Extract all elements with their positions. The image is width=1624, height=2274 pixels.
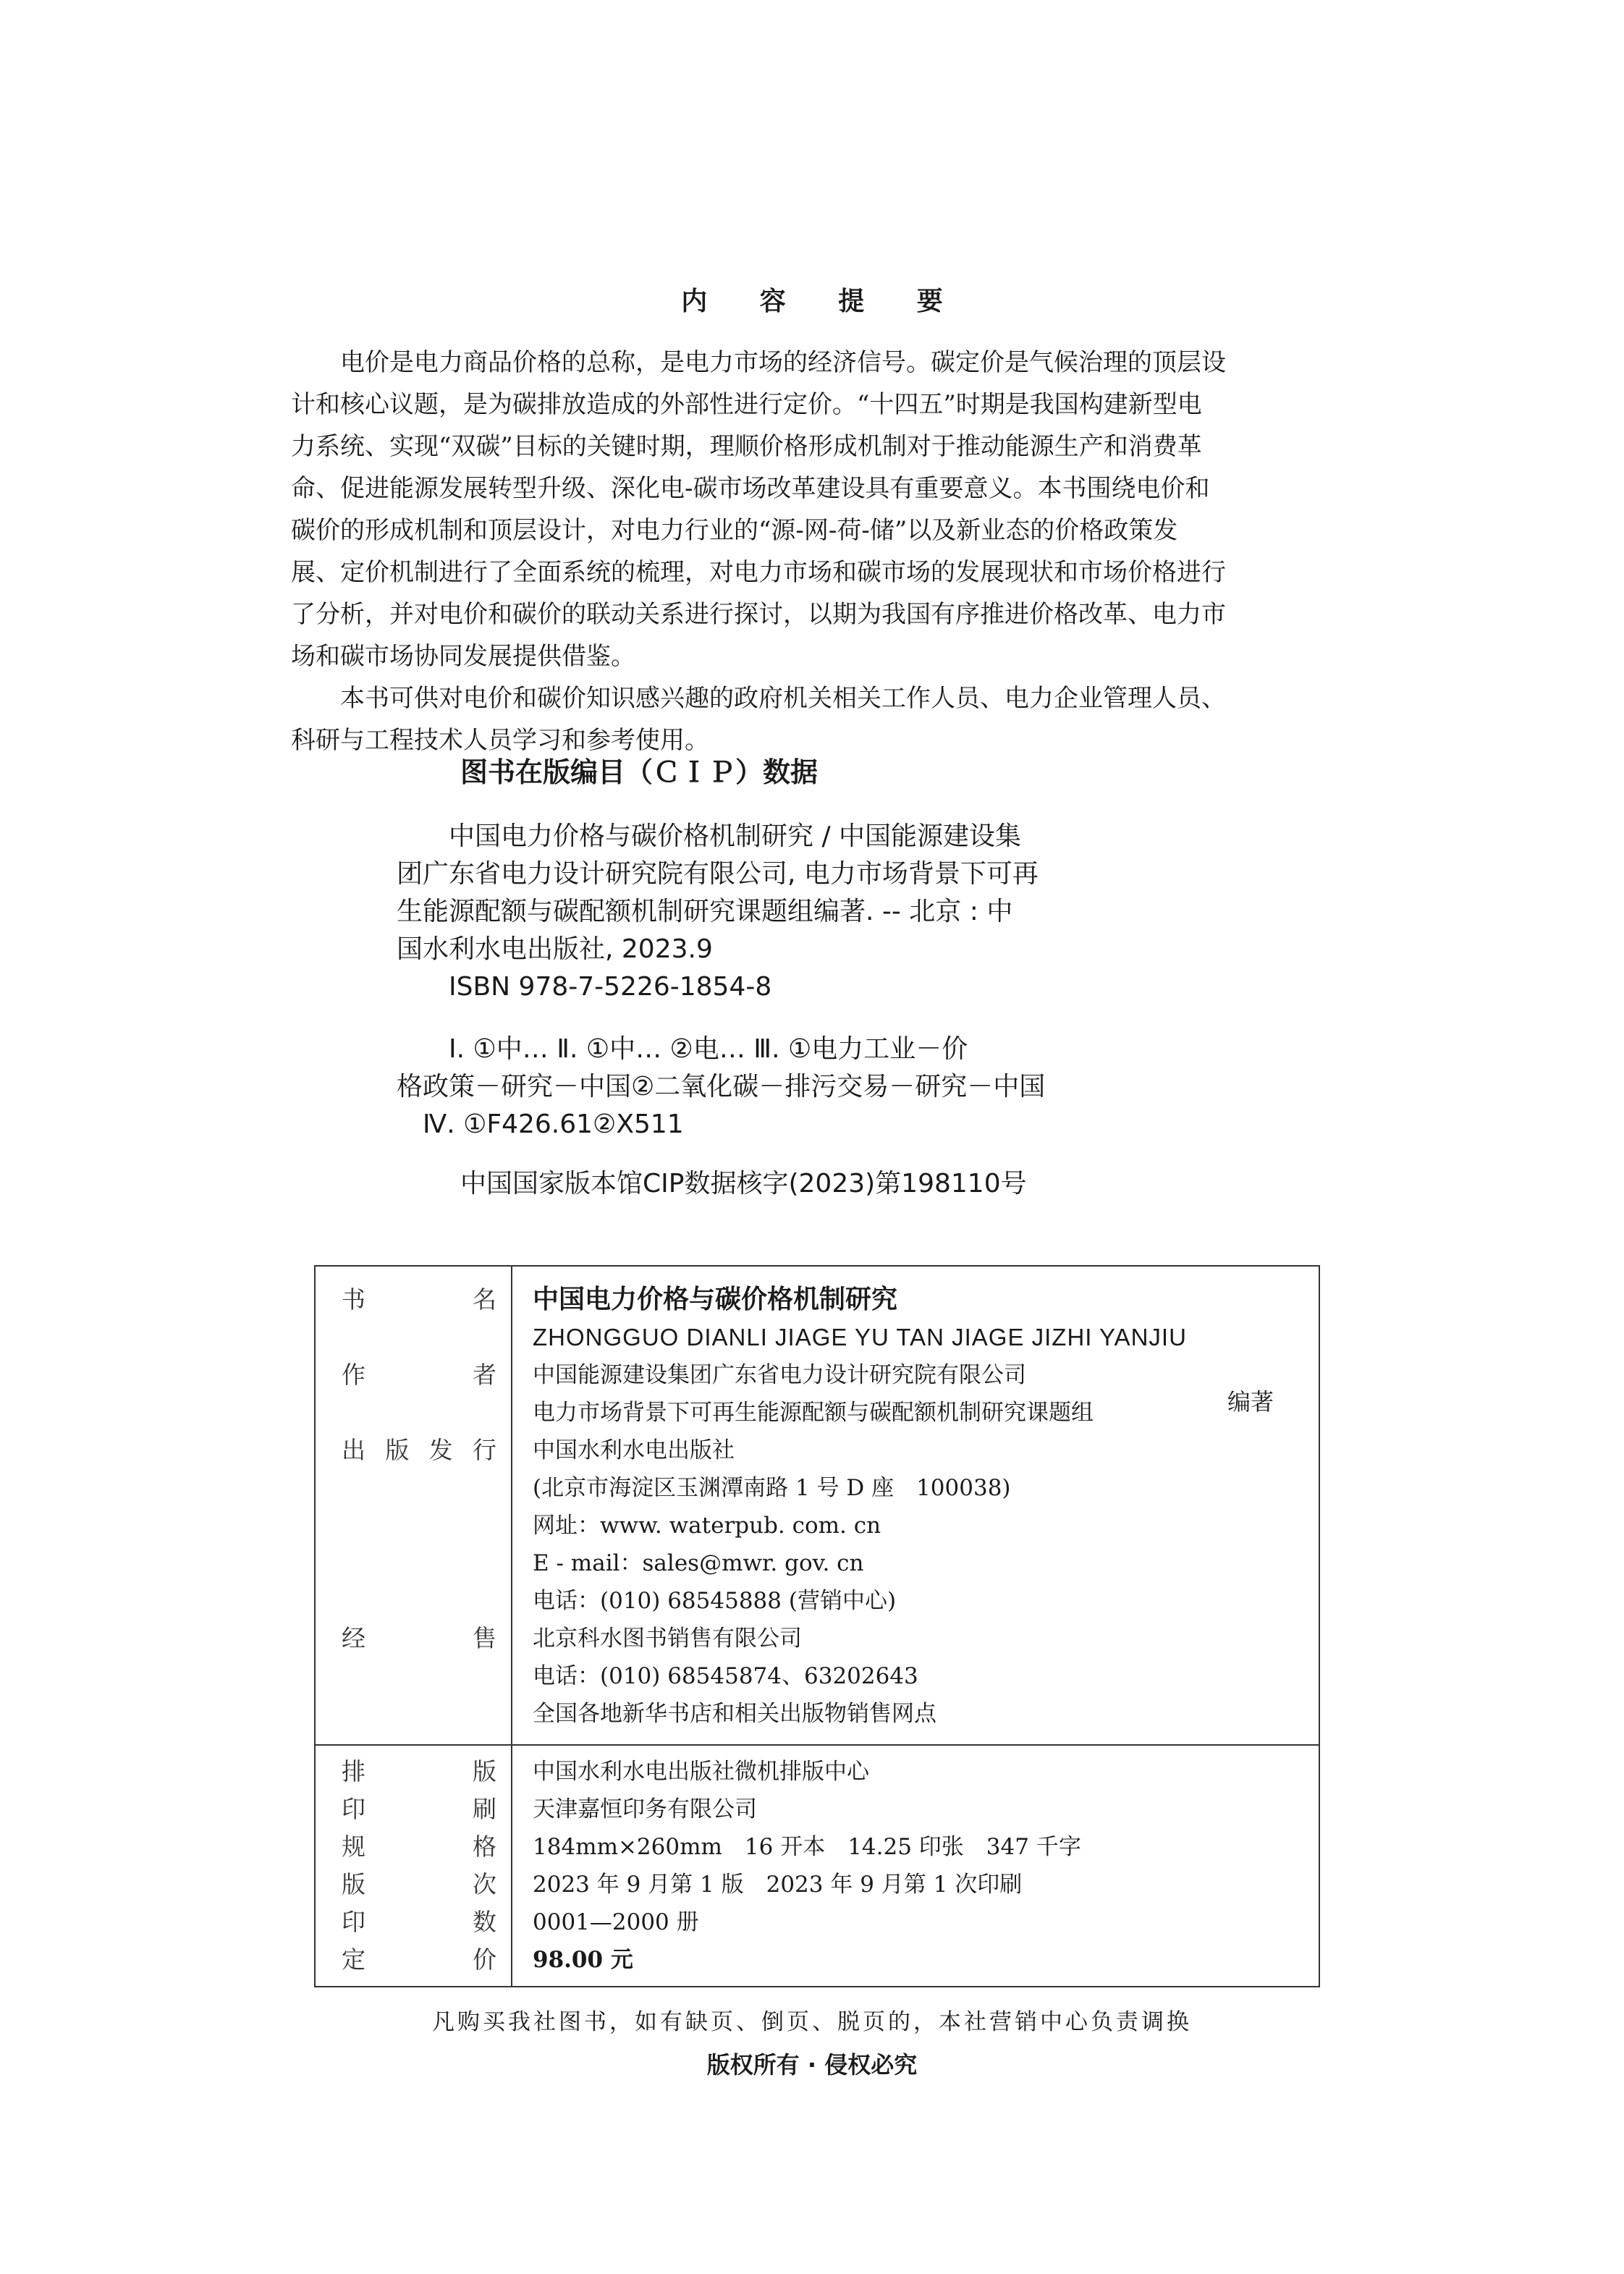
summary-line: 科研与工程技术人员学习和参考使用。 [291,726,709,755]
author-group: 电力市场背景下可再生能源配额与碳配额机制研究课题组 [533,1400,1094,1426]
label-char: 次 [473,1870,496,1898]
cip-classification [397,1031,1045,1144]
cip-heading: 图书在版编目（ＣＩＰ）数据 [460,756,819,788]
summary-line: 力系统、实现“双碳”目标的关键时期，理顺价格形成机制对于推动能源生产和消费革 [291,432,1202,461]
summary-line: 了分析，并对电价和碳价的联动关系进行探讨，以期为我国有序推进价格改革、电力市 [291,600,1226,629]
cip-line: Ⅰ. ①中… Ⅱ. ①中… ②电… Ⅲ. ①电力工业－价 [397,1034,968,1064]
book-title-pinyin: ZHONGGUO DIANLI JIAGE YU TAN JIAGE JIZHI YANJIU [533,1324,1187,1351]
label-char: 印 [342,1908,365,1936]
cip-line: 中国电力价格与碳价格机制研究 / 中国能源建设集 [397,821,1022,851]
label-publisher [342,1432,496,1469]
label-char: 印 [342,1795,365,1823]
label-spacer [342,1469,496,1507]
copies-value: 0001—2000 册 [533,1909,699,1935]
label-char: 行 [472,1436,496,1464]
label-spacer [342,1582,496,1620]
spec-value: 184mm×260mm 16 开本 14.25 印张 347 千字 [533,1834,1081,1860]
label-print [342,1791,496,1828]
label-char: 排 [342,1757,365,1785]
label-book-name [342,1281,496,1319]
label-char: 价 [473,1945,496,1974]
label-char: 定 [342,1945,365,1974]
summary-line: 计和核心议题，是为碳排放造成的外部性进行定价。“十四五”时期是我国构建新型电 [291,390,1202,419]
label-column [315,1266,512,1745]
label-spacer [342,1695,496,1733]
label-spacer [342,1319,496,1356]
summary-line: 命、促进能源发展转型升级、深化电-碳市场改革建设具有重要意义。本书围绕电价和 [291,474,1210,503]
label-char: 发 [428,1436,453,1464]
label-char: 数 [473,1908,496,1936]
label-char: 版 [473,1757,496,1785]
label-char: 版 [342,1870,365,1898]
author-org: 中国能源建设集团广东省电力设计研究院有限公司 [533,1362,1026,1388]
printer-value: 天津嘉恒印务有限公司 [533,1796,757,1822]
edition-value: 2023 年 9 月第 1 版 2023 年 9 月第 1 次印刷 [533,1872,1023,1898]
publisher-name: 中国水利水电出版社 [533,1437,735,1463]
label-spacer [342,1544,496,1582]
label-char: 经 [342,1624,365,1652]
label-author [342,1356,496,1394]
label-char: 规 [342,1833,365,1861]
label-distributor [342,1620,496,1657]
publisher-email: E - mail：sales@mwr. gov. cn [533,1550,864,1576]
price-value: 98.00 元 [533,1947,633,1973]
cip-record [397,818,1039,1006]
publisher-phone: 电话：(010) 68545888 (营销中心) [533,1588,897,1614]
label-spec [342,1828,496,1866]
label-char: 版 [385,1436,410,1464]
typeset-value: 中国水利水电出版社微机排版中心 [533,1759,869,1785]
label-char: 名 [473,1285,496,1314]
distributor-name: 北京科水图书销售有限公司 [533,1626,802,1652]
label-spacer [342,1507,496,1544]
publisher-address: (北京市海淀区玉渊潭南路 1 号 D 座 100038) [533,1475,1011,1501]
summary-line: 电价是电力商品价格的总称，是电力市场的经济信号。碳定价是气候治理的顶层设 [291,348,1226,377]
cip-line: 格政策－研究－中国②二氧化碳－排污交易－研究－中国 [397,1072,1046,1102]
summary-line: 展、定价机制进行了全面系统的梳理，对电力市场和碳市场的发展现状和市场价格进行 [291,558,1226,587]
publisher-website: 网址：www. waterpub. com. cn [533,1513,881,1539]
label-edition [342,1866,496,1903]
publication-info-table [314,1265,1320,1987]
cip-line: Ⅳ. ①F426.61②X511 [397,1109,684,1139]
value-column [512,1266,1319,1745]
value-column [512,1745,1319,1987]
label-copies [342,1903,496,1941]
label-price [342,1941,496,1979]
cip-isbn: ISBN 978-7-5226-1854-8 [397,972,772,1002]
summary-line: 碳价的形成机制和顶层设计，对电力行业的“源-网-荷-储”以及新业态的价格政策发 [291,516,1178,545]
cip-line: 团广东省电力设计研究院有限公司, 电力市场背景下可再 [397,859,1039,889]
label-char: 售 [473,1624,496,1652]
distributor-phone: 电话：(010) 68545874、63202643 [533,1663,918,1689]
editor-role: 编著 [1227,1388,1274,1416]
publication-section [315,1266,1319,1745]
book-title: 中国电力价格与碳价格机制研究 [533,1285,898,1314]
cip-line: 生能源配额与碳配额机制研究课题组编著. -- 北京 : 中 [397,897,1013,926]
summary-paragraph [291,342,1348,761]
label-char: 书 [342,1285,365,1314]
printing-section [315,1745,1319,1987]
label-char: 格 [473,1833,496,1861]
label-spacer [342,1394,496,1432]
label-spacer [342,1657,496,1695]
label-char: 者 [473,1361,496,1389]
label-column [315,1745,512,1987]
summary-line: 本书可供对电价和碳价知识感兴趣的政府机关相关工作人员、电力企业管理人员、 [291,684,1226,713]
summary-title: 内 容 提 要 [681,287,965,316]
distributor-network: 全国各地新华书店和相关出版物销售网点 [533,1701,936,1727]
copyright-notice: 版权所有 · 侵权必究 [706,2051,918,2079]
cip-verification: 中国国家版本馆CIP数据核字(2023)第198110号 [460,1169,1027,1199]
label-typeset [342,1753,496,1791]
return-notice: 凡购买我社图书，如有缺页、倒页、脱页的，本社营销中心负责调换 [432,2009,1192,2035]
label-char: 作 [342,1361,365,1389]
summary-line: 场和碳市场协同发展提供借鉴。 [291,642,635,671]
label-char: 刷 [473,1795,496,1823]
label-char: 出 [342,1436,365,1464]
cip-line: 国水利水电出版社, 2023.9 [397,934,713,964]
